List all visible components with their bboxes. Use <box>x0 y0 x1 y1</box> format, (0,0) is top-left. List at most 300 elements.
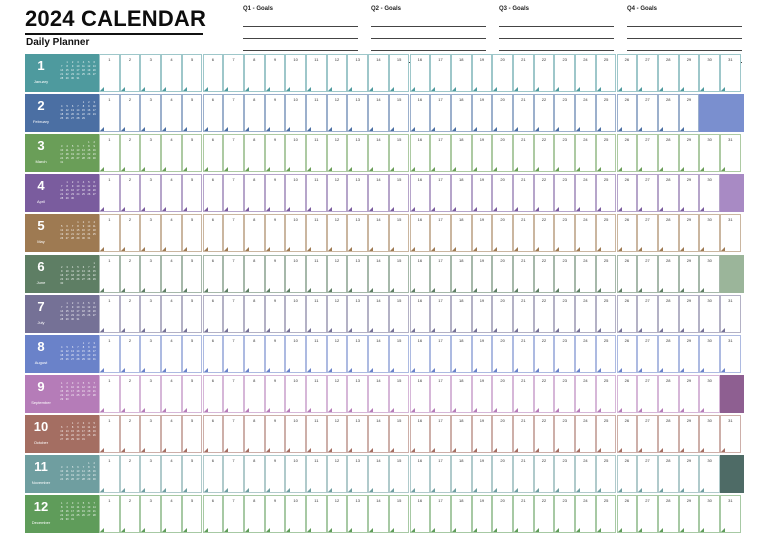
day-cell[interactable] <box>492 174 513 212</box>
day-cell[interactable] <box>575 94 596 132</box>
day-cell[interactable] <box>161 335 182 373</box>
day-cell[interactable] <box>203 455 224 493</box>
day-cell[interactable] <box>720 214 741 252</box>
day-cell[interactable] <box>596 335 617 373</box>
day-cell[interactable] <box>492 375 513 413</box>
day-cell[interactable] <box>658 54 679 92</box>
day-cell[interactable] <box>513 495 534 533</box>
day-cell[interactable] <box>617 255 638 293</box>
day-cell[interactable] <box>99 495 120 533</box>
day-cell[interactable] <box>285 495 306 533</box>
day-cell[interactable] <box>244 134 265 172</box>
day-cell[interactable] <box>265 335 286 373</box>
day-cell[interactable] <box>554 335 575 373</box>
day-cell[interactable] <box>203 134 224 172</box>
day-cell[interactable] <box>327 174 348 212</box>
day-cell[interactable] <box>575 415 596 453</box>
day-cell[interactable] <box>575 295 596 333</box>
day-cell[interactable] <box>699 455 720 493</box>
day-cell[interactable] <box>120 335 141 373</box>
day-cell[interactable] <box>265 255 286 293</box>
day-cell[interactable] <box>306 134 327 172</box>
day-cell[interactable] <box>99 174 120 212</box>
day-cell[interactable] <box>223 255 244 293</box>
goal-line[interactable] <box>499 15 614 27</box>
day-cell[interactable] <box>161 94 182 132</box>
day-cell[interactable] <box>182 94 203 132</box>
day-cell[interactable] <box>244 54 265 92</box>
day-cell[interactable] <box>699 415 720 453</box>
day-cell[interactable] <box>637 214 658 252</box>
day-cell[interactable] <box>265 455 286 493</box>
day-cell[interactable] <box>554 134 575 172</box>
goal-line[interactable] <box>371 39 486 51</box>
day-cell[interactable] <box>575 495 596 533</box>
day-cell[interactable] <box>472 174 493 212</box>
day-cell[interactable] <box>120 174 141 212</box>
day-cell[interactable] <box>637 495 658 533</box>
day-cell[interactable] <box>492 54 513 92</box>
day-cell[interactable] <box>140 255 161 293</box>
day-cell[interactable] <box>554 495 575 533</box>
day-cell[interactable] <box>306 295 327 333</box>
day-cell[interactable] <box>430 214 451 252</box>
day-cell[interactable] <box>451 375 472 413</box>
day-cell[interactable] <box>120 415 141 453</box>
day-cell[interactable] <box>472 134 493 172</box>
day-cell[interactable] <box>658 495 679 533</box>
day-cell[interactable] <box>389 134 410 172</box>
goal-line[interactable] <box>499 27 614 39</box>
day-cell[interactable] <box>658 335 679 373</box>
day-cell[interactable] <box>244 455 265 493</box>
day-cell[interactable] <box>140 94 161 132</box>
day-cell[interactable] <box>306 415 327 453</box>
day-cell[interactable] <box>410 375 431 413</box>
day-cell[interactable] <box>617 94 638 132</box>
day-cell[interactable] <box>492 134 513 172</box>
day-cell[interactable] <box>182 335 203 373</box>
day-cell[interactable] <box>265 174 286 212</box>
day-cell[interactable] <box>534 214 555 252</box>
day-cell[interactable] <box>554 54 575 92</box>
day-cell[interactable] <box>223 415 244 453</box>
day-cell[interactable] <box>513 134 534 172</box>
day-cell[interactable] <box>140 54 161 92</box>
day-cell[interactable] <box>430 415 451 453</box>
day-cell[interactable] <box>389 54 410 92</box>
day-cell[interactable] <box>368 134 389 172</box>
day-cell[interactable] <box>679 375 700 413</box>
day-cell[interactable] <box>285 174 306 212</box>
day-cell[interactable] <box>451 174 472 212</box>
day-cell[interactable] <box>720 495 741 533</box>
day-cell[interactable] <box>161 295 182 333</box>
day-cell[interactable] <box>140 295 161 333</box>
day-cell[interactable] <box>554 455 575 493</box>
day-cell[interactable] <box>99 134 120 172</box>
day-cell[interactable] <box>720 415 741 453</box>
day-cell[interactable] <box>575 455 596 493</box>
day-cell[interactable] <box>285 94 306 132</box>
day-cell[interactable] <box>120 495 141 533</box>
goal-line[interactable] <box>243 15 358 27</box>
day-cell[interactable] <box>161 455 182 493</box>
day-cell[interactable] <box>699 134 720 172</box>
day-cell[interactable] <box>596 415 617 453</box>
day-cell[interactable] <box>140 415 161 453</box>
day-cell[interactable] <box>368 415 389 453</box>
day-cell[interactable] <box>596 94 617 132</box>
day-cell[interactable] <box>161 134 182 172</box>
day-cell[interactable] <box>182 54 203 92</box>
day-cell[interactable] <box>575 214 596 252</box>
day-cell[interactable] <box>472 375 493 413</box>
day-cell[interactable] <box>99 455 120 493</box>
day-cell[interactable] <box>306 455 327 493</box>
day-cell[interactable] <box>140 375 161 413</box>
day-cell[interactable] <box>347 495 368 533</box>
day-cell[interactable] <box>658 295 679 333</box>
day-cell[interactable] <box>223 134 244 172</box>
day-cell[interactable] <box>285 134 306 172</box>
day-cell[interactable] <box>637 255 658 293</box>
day-cell[interactable] <box>720 335 741 373</box>
day-cell[interactable] <box>203 415 224 453</box>
day-cell[interactable] <box>347 295 368 333</box>
day-cell[interactable] <box>430 335 451 373</box>
day-cell[interactable] <box>679 174 700 212</box>
day-cell[interactable] <box>203 174 224 212</box>
day-cell[interactable] <box>306 214 327 252</box>
day-cell[interactable] <box>306 94 327 132</box>
day-cell[interactable] <box>430 375 451 413</box>
day-cell[interactable] <box>161 174 182 212</box>
day-cell[interactable] <box>368 214 389 252</box>
day-cell[interactable] <box>617 495 638 533</box>
day-cell[interactable] <box>513 295 534 333</box>
day-cell[interactable] <box>285 255 306 293</box>
day-cell[interactable] <box>223 214 244 252</box>
day-cell[interactable] <box>410 255 431 293</box>
day-cell[interactable] <box>534 174 555 212</box>
day-cell[interactable] <box>182 174 203 212</box>
day-cell[interactable] <box>327 335 348 373</box>
day-cell[interactable] <box>534 335 555 373</box>
goal-line[interactable] <box>371 15 486 27</box>
day-cell[interactable] <box>575 335 596 373</box>
day-cell[interactable] <box>368 495 389 533</box>
day-cell[interactable] <box>182 214 203 252</box>
day-cell[interactable] <box>699 495 720 533</box>
day-cell[interactable] <box>534 94 555 132</box>
day-cell[interactable] <box>182 495 203 533</box>
day-cell[interactable] <box>223 495 244 533</box>
day-cell[interactable] <box>430 174 451 212</box>
day-cell[interactable] <box>472 335 493 373</box>
day-cell[interactable] <box>679 94 700 132</box>
day-cell[interactable] <box>534 375 555 413</box>
day-cell[interactable] <box>554 255 575 293</box>
day-cell[interactable] <box>306 495 327 533</box>
day-cell[interactable] <box>430 455 451 493</box>
day-cell[interactable] <box>368 174 389 212</box>
day-cell[interactable] <box>327 214 348 252</box>
day-cell[interactable] <box>389 455 410 493</box>
day-cell[interactable] <box>244 94 265 132</box>
day-cell[interactable] <box>658 375 679 413</box>
day-cell[interactable] <box>347 375 368 413</box>
day-cell[interactable] <box>617 134 638 172</box>
day-cell[interactable] <box>554 174 575 212</box>
day-cell[interactable] <box>306 375 327 413</box>
day-cell[interactable] <box>679 495 700 533</box>
day-cell[interactable] <box>451 295 472 333</box>
day-cell[interactable] <box>182 375 203 413</box>
day-cell[interactable] <box>368 295 389 333</box>
day-cell[interactable] <box>161 495 182 533</box>
day-cell[interactable] <box>120 94 141 132</box>
day-cell[interactable] <box>161 415 182 453</box>
day-cell[interactable] <box>430 255 451 293</box>
day-cell[interactable] <box>327 495 348 533</box>
day-cell[interactable] <box>203 295 224 333</box>
day-cell[interactable] <box>451 335 472 373</box>
day-cell[interactable] <box>679 455 700 493</box>
day-cell[interactable] <box>534 495 555 533</box>
day-cell[interactable] <box>492 415 513 453</box>
day-cell[interactable] <box>637 94 658 132</box>
day-cell[interactable] <box>285 455 306 493</box>
day-cell[interactable] <box>265 295 286 333</box>
day-cell[interactable] <box>244 255 265 293</box>
day-cell[interactable] <box>410 214 431 252</box>
day-cell[interactable] <box>658 174 679 212</box>
day-cell[interactable] <box>596 495 617 533</box>
day-cell[interactable] <box>472 54 493 92</box>
day-cell[interactable] <box>265 375 286 413</box>
day-cell[interactable] <box>140 335 161 373</box>
day-cell[interactable] <box>575 134 596 172</box>
day-cell[interactable] <box>699 174 720 212</box>
day-cell[interactable] <box>140 495 161 533</box>
day-cell[interactable] <box>617 455 638 493</box>
day-cell[interactable] <box>513 174 534 212</box>
day-cell[interactable] <box>306 54 327 92</box>
day-cell[interactable] <box>513 54 534 92</box>
day-cell[interactable] <box>347 54 368 92</box>
day-cell[interactable] <box>244 214 265 252</box>
day-cell[interactable] <box>140 174 161 212</box>
day-cell[interactable] <box>658 134 679 172</box>
day-cell[interactable] <box>140 455 161 493</box>
day-cell[interactable] <box>472 295 493 333</box>
day-cell[interactable] <box>451 495 472 533</box>
day-cell[interactable] <box>472 455 493 493</box>
day-cell[interactable] <box>617 295 638 333</box>
day-cell[interactable] <box>182 295 203 333</box>
day-cell[interactable] <box>120 375 141 413</box>
day-cell[interactable] <box>658 255 679 293</box>
day-cell[interactable] <box>223 174 244 212</box>
day-cell[interactable] <box>389 495 410 533</box>
day-cell[interactable] <box>389 214 410 252</box>
day-cell[interactable] <box>513 455 534 493</box>
day-cell[interactable] <box>596 295 617 333</box>
day-cell[interactable] <box>182 455 203 493</box>
goal-line[interactable] <box>627 39 742 51</box>
day-cell[interactable] <box>120 54 141 92</box>
day-cell[interactable] <box>203 94 224 132</box>
goal-line[interactable] <box>627 27 742 39</box>
day-cell[interactable] <box>554 415 575 453</box>
day-cell[interactable] <box>513 415 534 453</box>
day-cell[interactable] <box>203 495 224 533</box>
day-cell[interactable] <box>244 495 265 533</box>
day-cell[interactable] <box>285 415 306 453</box>
day-cell[interactable] <box>410 415 431 453</box>
day-cell[interactable] <box>451 94 472 132</box>
day-cell[interactable] <box>347 134 368 172</box>
day-cell[interactable] <box>679 214 700 252</box>
day-cell[interactable] <box>327 295 348 333</box>
day-cell[interactable] <box>306 255 327 293</box>
day-cell[interactable] <box>658 94 679 132</box>
day-cell[interactable] <box>99 375 120 413</box>
day-cell[interactable] <box>327 415 348 453</box>
day-cell[interactable] <box>120 134 141 172</box>
day-cell[interactable] <box>265 94 286 132</box>
day-cell[interactable] <box>720 295 741 333</box>
goal-line[interactable] <box>371 27 486 39</box>
day-cell[interactable] <box>265 54 286 92</box>
day-cell[interactable] <box>472 214 493 252</box>
day-cell[interactable] <box>472 255 493 293</box>
day-cell[interactable] <box>347 214 368 252</box>
day-cell[interactable] <box>679 415 700 453</box>
day-cell[interactable] <box>223 455 244 493</box>
day-cell[interactable] <box>596 174 617 212</box>
goal-line[interactable] <box>243 39 358 51</box>
day-cell[interactable] <box>347 255 368 293</box>
day-cell[interactable] <box>347 335 368 373</box>
day-cell[interactable] <box>410 54 431 92</box>
day-cell[interactable] <box>161 255 182 293</box>
day-cell[interactable] <box>368 375 389 413</box>
day-cell[interactable] <box>513 255 534 293</box>
day-cell[interactable] <box>389 295 410 333</box>
day-cell[interactable] <box>430 495 451 533</box>
day-cell[interactable] <box>492 495 513 533</box>
day-cell[interactable] <box>223 375 244 413</box>
day-cell[interactable] <box>223 54 244 92</box>
day-cell[interactable] <box>534 54 555 92</box>
day-cell[interactable] <box>720 134 741 172</box>
day-cell[interactable] <box>451 54 472 92</box>
day-cell[interactable] <box>617 174 638 212</box>
day-cell[interactable] <box>513 375 534 413</box>
day-cell[interactable] <box>410 455 431 493</box>
day-cell[interactable] <box>596 54 617 92</box>
day-cell[interactable] <box>699 255 720 293</box>
day-cell[interactable] <box>244 335 265 373</box>
day-cell[interactable] <box>451 134 472 172</box>
day-cell[interactable] <box>120 255 141 293</box>
goal-line[interactable] <box>243 27 358 39</box>
day-cell[interactable] <box>637 375 658 413</box>
day-cell[interactable] <box>203 335 224 373</box>
day-cell[interactable] <box>554 214 575 252</box>
day-cell[interactable] <box>120 214 141 252</box>
day-cell[interactable] <box>534 134 555 172</box>
day-cell[interactable] <box>182 255 203 293</box>
day-cell[interactable] <box>596 455 617 493</box>
day-cell[interactable] <box>410 134 431 172</box>
day-cell[interactable] <box>265 495 286 533</box>
day-cell[interactable] <box>658 455 679 493</box>
day-cell[interactable] <box>534 295 555 333</box>
day-cell[interactable] <box>679 255 700 293</box>
day-cell[interactable] <box>637 54 658 92</box>
day-cell[interactable] <box>368 255 389 293</box>
day-cell[interactable] <box>492 94 513 132</box>
day-cell[interactable] <box>389 375 410 413</box>
day-cell[interactable] <box>203 214 224 252</box>
day-cell[interactable] <box>347 415 368 453</box>
day-cell[interactable] <box>182 415 203 453</box>
day-cell[interactable] <box>285 54 306 92</box>
day-cell[interactable] <box>285 335 306 373</box>
day-cell[interactable] <box>699 375 720 413</box>
day-cell[interactable] <box>637 174 658 212</box>
day-cell[interactable] <box>451 455 472 493</box>
day-cell[interactable] <box>223 94 244 132</box>
day-cell[interactable] <box>617 415 638 453</box>
day-cell[interactable] <box>265 134 286 172</box>
day-cell[interactable] <box>368 54 389 92</box>
day-cell[interactable] <box>699 214 720 252</box>
day-cell[interactable] <box>492 295 513 333</box>
day-cell[interactable] <box>265 214 286 252</box>
day-cell[interactable] <box>451 255 472 293</box>
day-cell[interactable] <box>451 214 472 252</box>
day-cell[interactable] <box>368 335 389 373</box>
day-cell[interactable] <box>306 335 327 373</box>
day-cell[interactable] <box>410 495 431 533</box>
day-cell[interactable] <box>451 415 472 453</box>
day-cell[interactable] <box>617 335 638 373</box>
day-cell[interactable] <box>327 455 348 493</box>
day-cell[interactable] <box>658 214 679 252</box>
day-cell[interactable] <box>596 134 617 172</box>
day-cell[interactable] <box>223 295 244 333</box>
day-cell[interactable] <box>596 375 617 413</box>
day-cell[interactable] <box>203 54 224 92</box>
day-cell[interactable] <box>161 54 182 92</box>
day-cell[interactable] <box>161 214 182 252</box>
day-cell[interactable] <box>679 295 700 333</box>
day-cell[interactable] <box>617 375 638 413</box>
day-cell[interactable] <box>492 335 513 373</box>
day-cell[interactable] <box>492 255 513 293</box>
day-cell[interactable] <box>554 94 575 132</box>
day-cell[interactable] <box>617 214 638 252</box>
day-cell[interactable] <box>285 295 306 333</box>
day-cell[interactable] <box>99 94 120 132</box>
day-cell[interactable] <box>637 134 658 172</box>
day-cell[interactable] <box>389 94 410 132</box>
day-cell[interactable] <box>472 415 493 453</box>
